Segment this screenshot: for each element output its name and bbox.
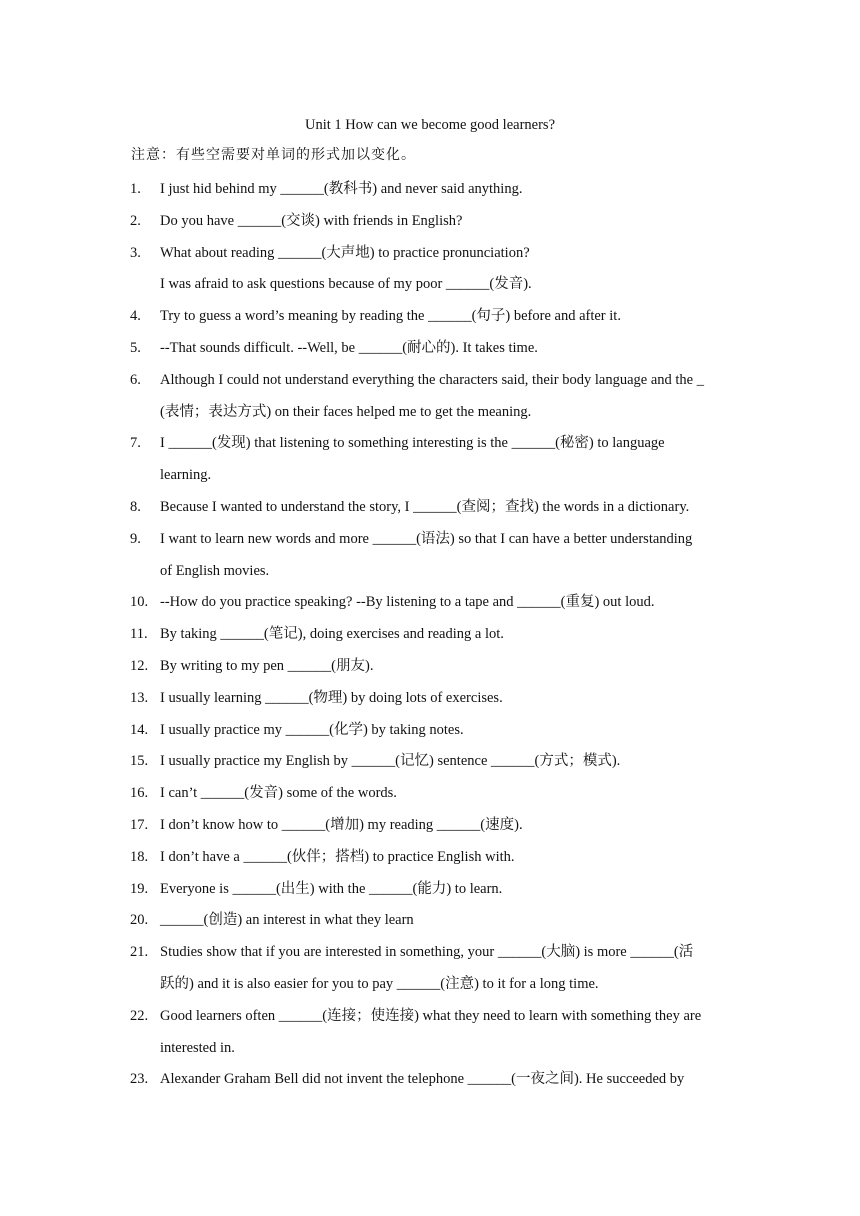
exercise-number: 1. bbox=[130, 181, 141, 197]
exercise-number: 18. bbox=[130, 848, 149, 865]
exercise-text: ______(创造) an interest in what they learn bbox=[160, 912, 414, 929]
exercise-number: 9. bbox=[130, 530, 141, 547]
exercise-number: 2. bbox=[130, 212, 141, 229]
exercise-number: 17. bbox=[130, 817, 149, 833]
exercise-text: I want to learn new words and more ______(语法) so that I can have a better understanding bbox=[160, 530, 693, 547]
page-title: Unit 1 How can we become good learners? bbox=[304, 117, 556, 133]
exercise-number: 10. bbox=[130, 594, 149, 611]
exercise-number: 12. bbox=[130, 658, 149, 674]
exercise-text: 跃的) and it is also easier for you to pay ______(注意) to it for a long time. bbox=[160, 976, 599, 992]
exercise-number: 16. bbox=[130, 785, 149, 802]
exercise-text: interested in. bbox=[160, 1039, 235, 1056]
exercise-text: Everyone is ______(出生) with the ______(能力) to learn. bbox=[160, 880, 503, 897]
exercise-text: I can’t ______(发音) some of the words. bbox=[160, 785, 397, 802]
exercise-text: --How do you practice speaking? --By listening to a tape and ______(重复) out loud. bbox=[160, 594, 655, 611]
exercise-number: 23. bbox=[130, 1071, 149, 1088]
exercise-number: 6. bbox=[130, 371, 141, 388]
exercise-text: I usually learning ______(物理) by doing lots of exercises. bbox=[160, 689, 503, 706]
exercise-number: 14. bbox=[130, 721, 149, 738]
exercise-text: What about reading ______(大声地) to practice pronunciation? bbox=[160, 244, 530, 261]
exercise-text: of English movies. bbox=[160, 562, 270, 579]
exercise-number: 5. bbox=[130, 340, 141, 356]
exercise-text: Studies show that if you are interested in something, your ______(大脑) is more ______(活 bbox=[160, 944, 694, 961]
exercise-number: 15. bbox=[130, 753, 149, 770]
exercise-number: 3. bbox=[130, 244, 141, 261]
exercise-number: 19. bbox=[130, 880, 149, 897]
instruction-note: 注意：有些空需要对单词的形式加以变化。 bbox=[131, 148, 416, 163]
exercise-text: I ______(发现) that listening to something interesting is the ______(秘密) to language bbox=[160, 435, 665, 452]
exercise-number: 11. bbox=[130, 626, 148, 643]
exercise-text: Alexander Graham Bell did not invent the telephone ______(一夜之间). He succeeded by bbox=[160, 1071, 685, 1088]
exercise-text: By taking ______(笔记), doing exercises and reading a lot. bbox=[160, 626, 504, 643]
exercise-number: 8. bbox=[130, 499, 141, 515]
exercise-text: learning. bbox=[160, 467, 212, 484]
exercise-text: By writing to my pen ______(朋友). bbox=[160, 658, 374, 674]
exercise-text: (表情；表达方式) on their faces helped me to get the meaning. bbox=[160, 403, 532, 420]
exercise-number: 13. bbox=[130, 689, 149, 706]
exercise-text: I don’t have a ______(伙伴；搭档) to practice English with. bbox=[160, 848, 515, 865]
exercise-text: Try to guess a word’s meaning by reading the ______(句子) before and after it. bbox=[160, 308, 621, 325]
exercise-text: Because I wanted to understand the story, I ______(查阅；查找) the words in a dictionary. bbox=[160, 499, 690, 515]
exercise-number: 22. bbox=[130, 1007, 149, 1024]
exercise-text: I just hid behind my ______(教科书) and never said anything. bbox=[160, 181, 523, 197]
exercise-text: I usually practice my English by ______(记忆) sentence ______(方式；模式). bbox=[160, 753, 621, 770]
exercise-text: Do you have ______(交谈) with friends in English? bbox=[160, 212, 463, 229]
exercise-text: I usually practice my ______(化学) by taking notes. bbox=[160, 721, 464, 738]
exercise-number: 20. bbox=[130, 912, 149, 929]
exercise-number: 7. bbox=[130, 435, 141, 452]
exercise-text: I don’t know how to ______(增加) my reading ______(速度). bbox=[160, 817, 523, 833]
exercise-text: Good learners often ______(连接；使连接) what they need to learn with something they are bbox=[160, 1007, 702, 1024]
exercise-number: 21. bbox=[130, 944, 149, 961]
exercise-text: Although I could not understand everything the characters said, their body language and the _ bbox=[160, 371, 704, 388]
exercise-text: I was afraid to ask questions because of my poor ______(发音). bbox=[160, 276, 532, 293]
exercise-number: 4. bbox=[130, 308, 141, 325]
exercise-text: --That sounds difficult. --Well, be ______(耐心的). It takes time. bbox=[160, 340, 538, 356]
